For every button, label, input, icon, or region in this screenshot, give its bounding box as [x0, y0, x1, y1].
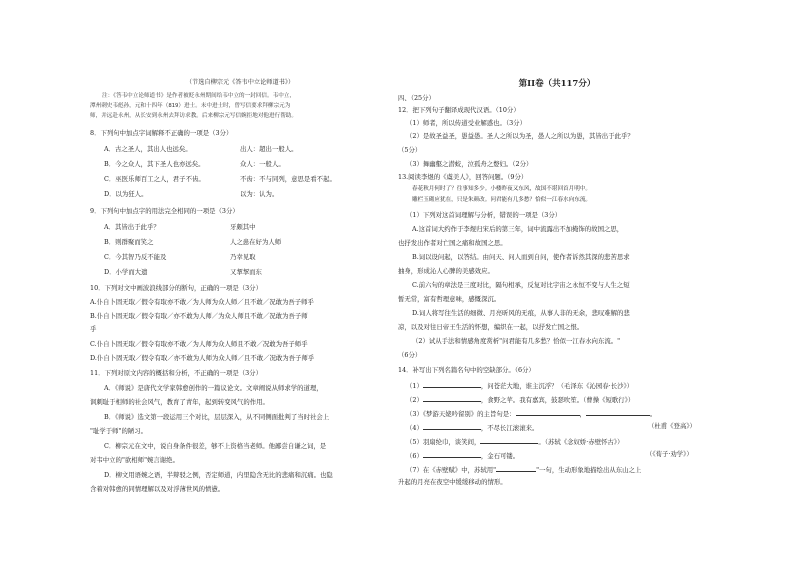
q14-item-3-text: （3）《梦游天姥吟留别》的主旨句是： [406, 410, 516, 418]
q14-item-4 [406, 423, 538, 431]
q12-item-2-score: （5分） [398, 146, 422, 154]
q8-a-left: A．古之圣人，其出人也远矣。 [104, 145, 192, 153]
note-line-2: 潭州刺史韦彪孙，元和十四年（819）进士。未中进士时，曾写信要求拜柳宗元为 [90, 103, 291, 109]
q14-blank-2[interactable] [423, 395, 481, 402]
q14-blank-4[interactable] [423, 423, 481, 430]
q13-1-d-line-2: 凉，以及对往日帝王生活的怀想，编织在一起，以抒发亡国之恨。 [398, 323, 584, 331]
q11-c-line-2: 对韦中立的"欲相师"婉言谢绝。 [90, 456, 179, 464]
q14-blank-3b[interactable] [586, 409, 650, 416]
q9-a-right: 牙颇其中 [230, 223, 256, 231]
q14-item-2-text: ，食野之苹。我有嘉宾，鼓瑟吹笙。（曹操《短歌行》） [480, 396, 635, 404]
q9-a-left: A．其皆出于此乎？ [104, 223, 160, 231]
q9-c-right: 乃幸见取 [230, 253, 256, 261]
q8-c-left: C．巫医乐师百工之人，君子不齿。 [104, 175, 205, 183]
q14-item-7-text-2: "一句，生动形象地描绘出从东山之上 [536, 466, 642, 474]
q14-item-7 [406, 465, 641, 473]
q14-item-5-text: （5）羽扇纶巾，谈笑间， [406, 438, 481, 446]
q14-blank-5[interactable] [480, 437, 538, 444]
q11-a-line-1: A．《师说》是唐代文学家韩愈创作的一篇议论文。文章阐说从师求学的道理， [104, 384, 323, 392]
poem-line-1: 春花秋月何时了？往事知多少。小楼昨夜又东风，故国不堪回首月明中。 [412, 186, 592, 192]
note-line-1: 注：《答韦中立论师道书》是作者被贬永州期间给韦中立的一封回信。韦中立， [102, 93, 295, 99]
q14-blank-6[interactable] [423, 451, 481, 458]
poem-line-2: 雕栏玉砌应犹在，只是朱颜改。问君能有几多愁？恰似一江春水向东流。 [412, 197, 592, 203]
q9-d-right: 又挈挈而东 [230, 268, 262, 276]
q14-item-7-cont: 升起的月亮在夜空中缓缓移动的情形。 [398, 478, 507, 486]
q14-item-7-text: （7）在《赤壁赋》中，苏轼用" [406, 466, 497, 474]
q11-d-line-2: 含着对韩愈的同情理解以及对浮薄世风的愤懑。 [90, 485, 225, 493]
q13-1-b-line-1: B.词以设问起，以答结。由问天、问人而到自问，使作者诉然其深的悲苦思求 [412, 253, 630, 261]
q14-item-4-number: （4） [406, 424, 423, 432]
q12-item-1: （1）师者，所以传道受业解惑也。（3分） [406, 119, 526, 127]
q11-stem: 11．下列对原文内容的概括和分析，不正确的一项是（3分） [90, 369, 262, 377]
q13-1-c-line-1: C.前六句的章法是三度对比，隔句相承，反复对比宇宙之永恒不变与人生之短 [412, 281, 630, 289]
q14-item-4-source: （杜甫《登高》） [648, 422, 696, 430]
q9-b-left: B．则群聚而笑之 [104, 238, 154, 246]
q14-item-5-source: 。（苏轼《念奴娇·赤壁怀古》） [538, 438, 624, 446]
q8-a-right: 出人：超出一般人。 [240, 145, 298, 153]
q14-item-6-source: （《荀子·劝学》） [646, 450, 693, 458]
part-four-heading: 四、（25分） [398, 94, 435, 102]
q8-b-right: 众人：一般人。 [240, 160, 285, 168]
q12-stem: 12．把下列句子翻译成现代汉语。（10分） [398, 106, 520, 114]
q14-stem: 14．补写出下列名篇名句中的空缺部分。（6分） [398, 366, 535, 374]
q10-option-a: A.仆自卜固无取／假令有取亦不敢／为人师为众人师／且不敢／况敢为吾子师乎 [90, 298, 314, 306]
q10-option-b: B.仆自卜固无取／假令有取／亦不敢为人师／为众人师且不敢／况敢为吾子师 [90, 312, 308, 320]
q11-b-line-1: B．《师说》选文第一段运用三个对比，层层深入，从不同侧面批判了当时社会上 [104, 413, 330, 421]
q14-item-5 [406, 437, 623, 445]
q9-b-right: 人之患在好为人师 [230, 238, 282, 246]
q9-c-left: C．今其智乃反不能及 [104, 253, 167, 261]
q8-stem: 8．下列句中加点字词解释不正确的一项是（3分） [90, 129, 233, 137]
q13-1-a-line-2: 也抒发出作者对亡国之痛和故国之思。 [398, 239, 507, 247]
q14-item-2 [406, 395, 634, 403]
q13-1-c-line-2: 暂无常，富有哲理意味，感慨深沉。 [398, 295, 501, 303]
note-line-3: 师，并远赴永州，从长安到永州去拜访求教。后来柳宗元写信婉拒地对他进行帮助。 [90, 113, 297, 119]
q14-item-2-number: （2） [406, 396, 423, 404]
q11-d-line-1: D．柳文用语婉之语，半辩驳之例，否定师道，内里隐含无比的悲痛和沉痛。也隐 [104, 471, 333, 479]
q13-1-stem: （1）下列对这首词理解与分析，错误的一项是（3分） [406, 211, 562, 219]
q14-item-6-number: （6） [406, 452, 423, 460]
q8-c-right: 不齿：不与同列，意思是看不起。 [240, 175, 336, 183]
q10-option-d: D.仆自卜固无取／假令有取／亦不敢为人师为众人师／且不敢／况敢为吾子师乎 [90, 354, 315, 362]
q14-blank-3a[interactable] [516, 409, 580, 416]
q13-2-stem: （2）试从手法和情感角度赏析"问君能有几多愁？恰似一江春水向东流。" [412, 337, 621, 345]
q11-c-line-1: C．柳宗元在文中，说自身条件很差，够不上资格当老师。他鄙尝自谦之词，是 [104, 442, 327, 450]
q12-item-3: （3）舞幽壑之潜蛟，泣孤舟之嫠妇。（2分） [406, 160, 533, 168]
q12-item-2: （2）是故圣益圣，愚益愚。圣人之所以为圣，愚人之所以为愚，其皆出于此乎？ [406, 132, 634, 140]
q14-item-6 [406, 451, 519, 459]
q10-stem: 10．下列对文中画波浪线部分的断句，正确的一项是（3分） [90, 284, 262, 292]
q14-item-1-number: （1） [406, 382, 423, 390]
source-line: （节选自柳宗元《答韦中立论师道书》） [185, 79, 295, 86]
q14-blank-7[interactable] [496, 465, 536, 472]
q9-d-left: D．小学而大遗 [104, 268, 148, 276]
q14-item-1-text: ，问苍茫大地，谁主沉浮？（毛泽东《沁园春·长沙》） [480, 382, 634, 390]
q11-a-line-2: 讽刺耻于相师的社会风气，教育了青年，起到转变风气的作用。 [90, 398, 269, 406]
q10-option-b-cont: 乎 [90, 325, 97, 333]
q14-item-3-period: 。 [649, 410, 657, 418]
q14-blank-1[interactable] [423, 381, 481, 388]
section-title: 第II卷（共117分） [518, 79, 596, 89]
q8-d-left: D．以为狂人。 [104, 190, 148, 198]
q13-stem: 13.阅读李煜的《虞美人》，回答问题。（9分） [398, 173, 528, 181]
q8-d-right: 以为：认为。 [240, 190, 279, 198]
q14-item-3 [406, 409, 656, 417]
q10-option-c: C.仆自卜固无取／假令有取亦不敢／为人师为众人师且不敢／况敢为吾子师乎 [90, 340, 308, 348]
q8-b-left: B．今之众人，其下圣人也亦远矣。 [104, 160, 205, 168]
q14-item-1 [406, 381, 633, 389]
q13-2-score: （6分） [398, 351, 422, 359]
q13-1-b-line-2: 抽身，形成沁人心脾的美感效应。 [398, 267, 494, 275]
q11-b-line-2: "耻学于师"的陋习。 [90, 427, 148, 435]
q13-1-d-line-1: D.词人将写往生活的细微、月亮昕风的无痕，从事人非的无余，悲叹难解的悲 [412, 309, 630, 317]
q13-1-a-line-1: A.这首词大约作于李煜归宋后的第三年，词中流露出不加掩饰的故国之思， [412, 225, 624, 233]
q14-item-3-comma: ， [579, 410, 586, 418]
q14-item-6-text: ，金石可镂。 [480, 452, 520, 460]
q9-stem: 9．下列句中加点字的用法完全相同的一项是（3分） [90, 207, 239, 215]
q14-item-4-text: ，不尽长江滚滚来。 [480, 424, 539, 432]
